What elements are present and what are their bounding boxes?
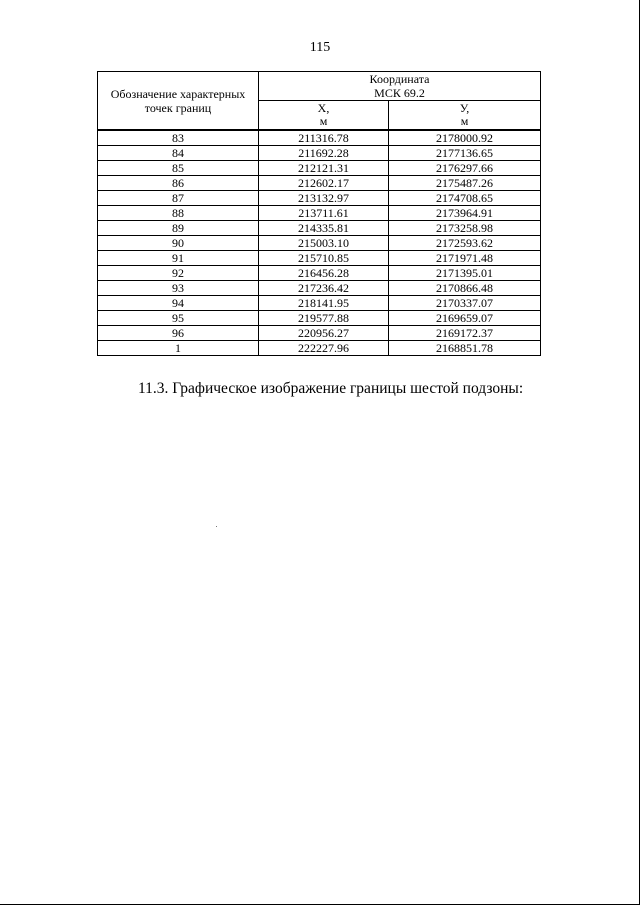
y-label: У, — [459, 101, 470, 115]
y-column-header — [389, 101, 541, 131]
y-cell: 2169659.07 — [389, 311, 541, 326]
table-row — [98, 236, 541, 251]
coordinates-table-body — [98, 130, 541, 356]
table-row — [98, 191, 541, 206]
section-heading: 11.3. Графическое изображение границы шестой подзоны: — [138, 380, 524, 397]
point-cell: 1 — [98, 341, 259, 356]
x-cell: 215003.10 — [259, 236, 389, 251]
table-row — [98, 146, 541, 161]
x-cell: 214335.81 — [259, 221, 389, 236]
point-cell: 96 — [98, 326, 259, 341]
y-cell: 2177136.65 — [389, 146, 541, 161]
table-row — [98, 161, 541, 176]
page-number: 115 — [309, 40, 331, 55]
point-cell: 89 — [98, 221, 259, 236]
x-cell: 212121.31 — [259, 161, 389, 176]
table-row — [98, 221, 541, 236]
point-cell: 83 — [98, 130, 259, 146]
table-row — [98, 206, 541, 221]
coordinates-table — [97, 71, 541, 356]
x-cell: 222227.96 — [259, 341, 389, 356]
point-cell: 94 — [98, 296, 259, 311]
x-column-header — [259, 101, 389, 131]
x-cell: 215710.85 — [259, 251, 389, 266]
point-cell: 84 — [98, 146, 259, 161]
y-cell: 2174708.65 — [389, 191, 541, 206]
y-cell: 2173964.91 — [389, 206, 541, 221]
point-cell: 92 — [98, 266, 259, 281]
y-cell: 2171395.01 — [389, 266, 541, 281]
y-cell: 2170866.48 — [389, 281, 541, 296]
y-cell: 2172593.62 — [389, 236, 541, 251]
table-row — [98, 266, 541, 281]
x-cell: 216456.28 — [259, 266, 389, 281]
point-name-header-line1: Обозначение характерных — [110, 86, 246, 101]
table-row — [98, 296, 541, 311]
table-row — [98, 281, 541, 296]
x-cell: 211316.78 — [259, 130, 389, 146]
y-cell: 2173258.98 — [389, 221, 541, 236]
table-row — [98, 326, 541, 341]
point-cell: 93 — [98, 281, 259, 296]
y-cell: 2175487.26 — [389, 176, 541, 191]
coordinate-header-line1: Координата — [369, 72, 430, 86]
point-cell: 95 — [98, 311, 259, 326]
x-cell: 219577.88 — [259, 311, 389, 326]
point-name-header — [98, 72, 259, 131]
table-row — [98, 176, 541, 191]
point-cell: 88 — [98, 206, 259, 221]
coordinate-header-line2: МСК 69.2 — [374, 86, 425, 100]
x-cell: 218141.95 — [259, 296, 389, 311]
y-unit: м — [460, 114, 469, 128]
x-cell: 217236.42 — [259, 281, 389, 296]
table-row — [98, 251, 541, 266]
table-row — [98, 311, 541, 326]
y-cell: 2170337.07 — [389, 296, 541, 311]
x-label: X, — [317, 101, 330, 115]
y-cell: 2169172.37 — [389, 326, 541, 341]
x-unit: м — [319, 114, 328, 128]
scan-speck — [216, 526, 217, 527]
y-cell: 2176297.66 — [389, 161, 541, 176]
x-cell: 213711.61 — [259, 206, 389, 221]
table-row — [98, 341, 541, 356]
x-cell: 212602.17 — [259, 176, 389, 191]
x-cell: 211692.28 — [259, 146, 389, 161]
x-cell: 213132.97 — [259, 191, 389, 206]
point-cell: 91 — [98, 251, 259, 266]
coordinate-header — [259, 72, 541, 101]
x-cell: 220956.27 — [259, 326, 389, 341]
y-cell: 2178000.92 — [389, 130, 541, 146]
point-cell: 90 — [98, 236, 259, 251]
point-name-header-line2: точек границ — [144, 100, 212, 115]
table-row — [98, 130, 541, 146]
y-cell: 2168851.78 — [389, 341, 541, 356]
point-cell: 86 — [98, 176, 259, 191]
y-cell: 2171971.48 — [389, 251, 541, 266]
point-cell: 87 — [98, 191, 259, 206]
point-cell: 85 — [98, 161, 259, 176]
